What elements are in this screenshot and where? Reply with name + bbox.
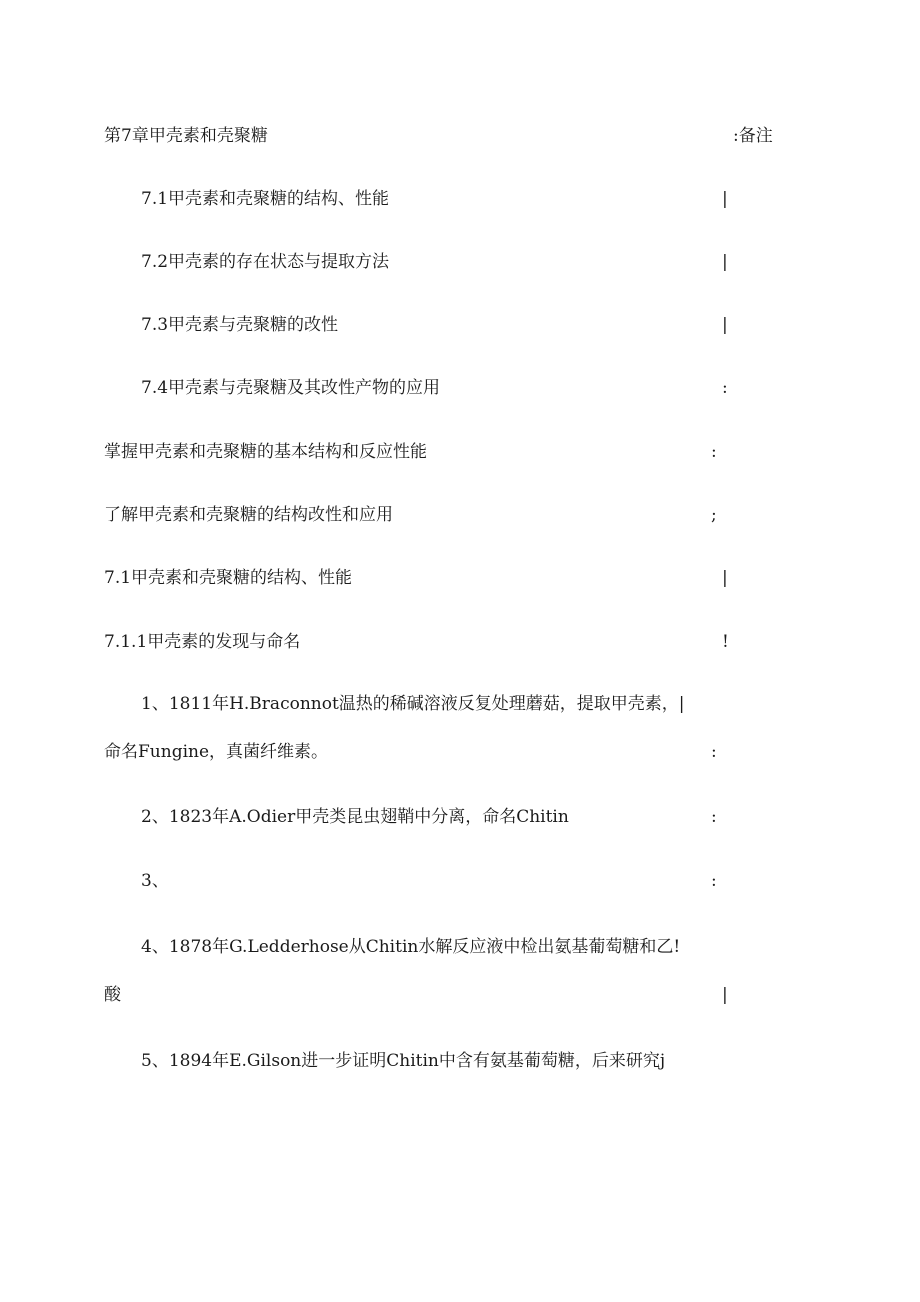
note-label: :备注 [733, 126, 773, 146]
body-line: 2、1823年A.Odier甲壳类昆虫翅鞘中分离，命名Chitin [141, 807, 569, 827]
subsection-heading: 7.1.1甲壳素的发现与命名 [104, 632, 301, 652]
body-line: 1、1811年H.Braconnot温热的稀碱溶液反复处理蘑菇，提取甲壳素，| [141, 694, 685, 714]
body-line: 命名Fungine，真菌纤维素。 [104, 742, 329, 762]
objective-line: 了解甲壳素和壳聚糖的结构改性和应用 [104, 505, 393, 525]
toc-line: 7.2甲壳素的存在状态与提取方法 [141, 252, 390, 272]
margin-mark: ; [711, 505, 717, 525]
margin-mark: | [722, 189, 728, 209]
margin-mark: | [722, 252, 728, 272]
body-line: 5、1894年E.Gilson进一步证明Chitin中含有氨基葡萄糖，后来研究j [141, 1051, 666, 1071]
toc-line: 7.4甲壳素与壳聚糖及其改性产物的应用 [141, 378, 441, 398]
body-line: 4、1878年G.Ledderhose从Chitin水解反应液中检出氨基葡萄糖和乙! [141, 937, 681, 957]
margin-mark: ! [722, 632, 729, 652]
margin-mark: : [722, 378, 728, 398]
margin-mark: | [722, 985, 728, 1005]
margin-mark: : [711, 807, 717, 827]
margin-mark: | [722, 568, 728, 588]
margin-mark: : [711, 871, 717, 891]
body-line: 3、 [141, 871, 169, 891]
objective-line: 掌握甲壳素和壳聚糖的基本结构和反应性能 [104, 442, 427, 462]
toc-line: 7.1甲壳素和壳聚糖的结构、性能 [141, 189, 390, 209]
chapter-title: 第7章甲壳素和壳聚糖 [104, 126, 268, 146]
margin-mark: | [722, 315, 728, 335]
toc-line: 7.3甲壳素与壳聚糖的改性 [141, 315, 339, 335]
margin-mark: : [711, 742, 717, 762]
section-heading: 7.1甲壳素和壳聚糖的结构、性能 [104, 568, 353, 588]
body-line: 酸 [104, 985, 121, 1005]
margin-mark: : [711, 442, 717, 462]
